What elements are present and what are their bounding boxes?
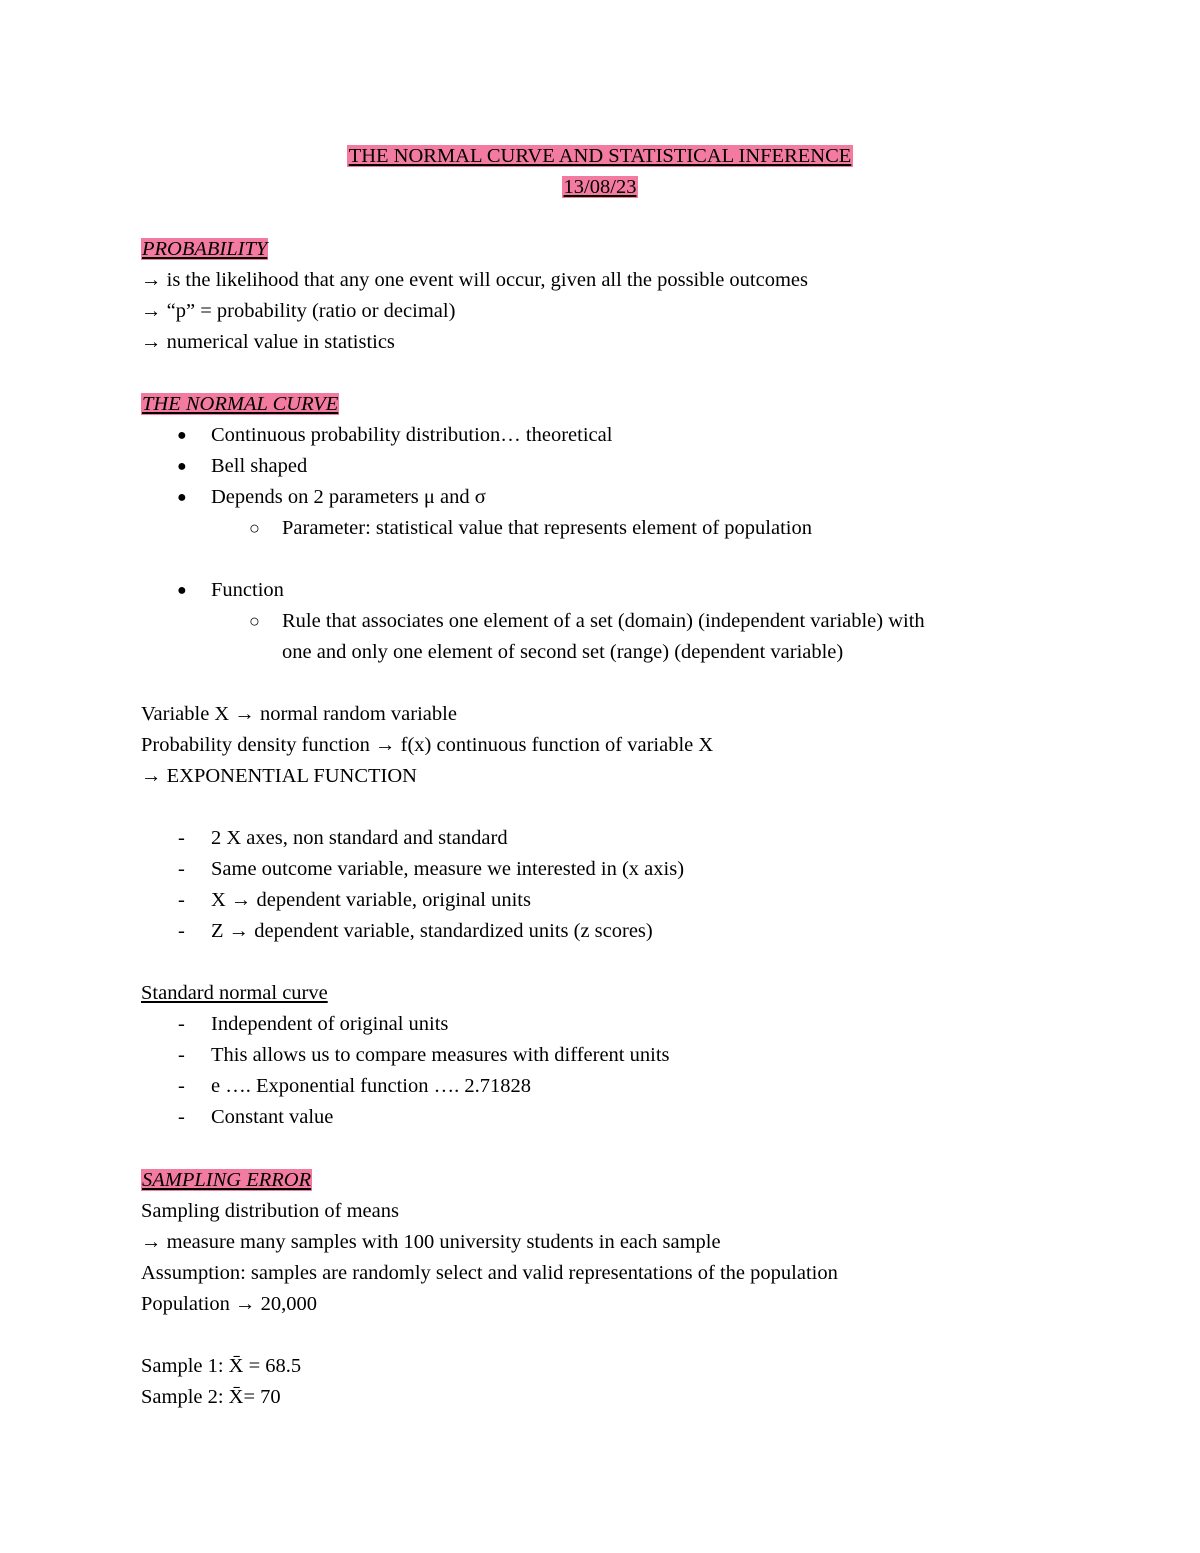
dash-item: This allows us to compare measures with different units bbox=[211, 1044, 670, 1066]
probability-line: → “p” = probability (ratio or decimal) bbox=[141, 300, 456, 322]
sub-list-item: Parameter: statistical value that represents element of population bbox=[282, 517, 812, 539]
dash-item: X → dependent variable, original units bbox=[211, 889, 531, 911]
date-line bbox=[0, 172, 1200, 203]
list-item: Depends on 2 parameters μ and σ bbox=[211, 486, 486, 508]
bullet-dot-icon: ● bbox=[177, 427, 187, 444]
standard-curve-heading-line bbox=[141, 978, 328, 1009]
sample-line: Sample 2: X̄= 70 bbox=[141, 1386, 281, 1408]
probability-line: → numerical value in statistics bbox=[141, 331, 395, 353]
bullet-dot-icon: ● bbox=[177, 489, 187, 506]
bullet-circle-icon: ○ bbox=[249, 518, 260, 538]
normal-curve-heading-line bbox=[141, 389, 339, 420]
normal-curve-heading: THE NORMAL CURVE bbox=[142, 393, 339, 415]
sub-list-item-continued: one and only one element of second set (range) (dependent variable) bbox=[282, 641, 844, 663]
dash-icon: - bbox=[178, 858, 185, 880]
sampling-line: → measure many samples with 100 university students in each sample bbox=[141, 1231, 721, 1253]
sample-line: Sample 1: X̄ = 68.5 bbox=[141, 1355, 302, 1377]
list-item: Bell shaped bbox=[211, 455, 308, 477]
bullet-circle-icon: ○ bbox=[249, 611, 260, 631]
sampling-line: Assumption: samples are randomly select and valid representations of the population bbox=[141, 1262, 838, 1284]
probability-heading: PROBABILITY bbox=[142, 238, 268, 260]
list-item: Continuous probability distribution… theoretical bbox=[211, 424, 613, 446]
dash-icon: - bbox=[178, 920, 185, 942]
sampling-error-heading-line bbox=[141, 1165, 312, 1196]
bullet-dot-icon: ● bbox=[177, 582, 187, 599]
dash-icon: - bbox=[178, 1106, 185, 1128]
dash-icon: - bbox=[178, 889, 185, 911]
dash-item: Same outcome variable, measure we interested in (x axis) bbox=[211, 858, 685, 880]
standard-curve-heading: Standard normal curve bbox=[141, 982, 328, 1004]
dash-item: Independent of original units bbox=[211, 1013, 449, 1035]
dash-item: Constant value bbox=[211, 1106, 334, 1128]
list-item: Function bbox=[211, 579, 284, 601]
probability-line: → is the likelihood that any one event will occur, given all the possible outcomes bbox=[141, 269, 808, 291]
sampling-line: Sampling distribution of means bbox=[141, 1200, 399, 1222]
sampling-error-heading: SAMPLING ERROR bbox=[142, 1169, 312, 1191]
page-title: THE NORMAL CURVE AND STATISTICAL INFERENCE bbox=[348, 145, 852, 167]
variable-line: → EXPONENTIAL FUNCTION bbox=[141, 765, 417, 787]
sampling-line: Population → 20,000 bbox=[141, 1293, 317, 1315]
probability-heading-line bbox=[141, 234, 268, 265]
bullet-dot-icon: ● bbox=[177, 458, 187, 475]
dash-item: Z → dependent variable, standardized units (z scores) bbox=[211, 920, 653, 942]
title-line bbox=[0, 141, 1200, 172]
dash-icon: - bbox=[178, 827, 185, 849]
sub-list-item: Rule that associates one element of a set (domain) (independent variable) with bbox=[282, 610, 925, 632]
dash-item: 2 X axes, non standard and standard bbox=[211, 827, 508, 849]
dash-item: e …. Exponential function …. 2.71828 bbox=[211, 1075, 531, 1097]
dash-icon: - bbox=[178, 1013, 185, 1035]
variable-line: Variable X → normal random variable bbox=[141, 703, 457, 725]
page-date: 13/08/23 bbox=[563, 176, 637, 198]
dash-icon: - bbox=[178, 1044, 185, 1066]
variable-line: Probability density function → f(x) continuous function of variable X bbox=[141, 734, 714, 756]
dash-icon: - bbox=[178, 1075, 185, 1097]
